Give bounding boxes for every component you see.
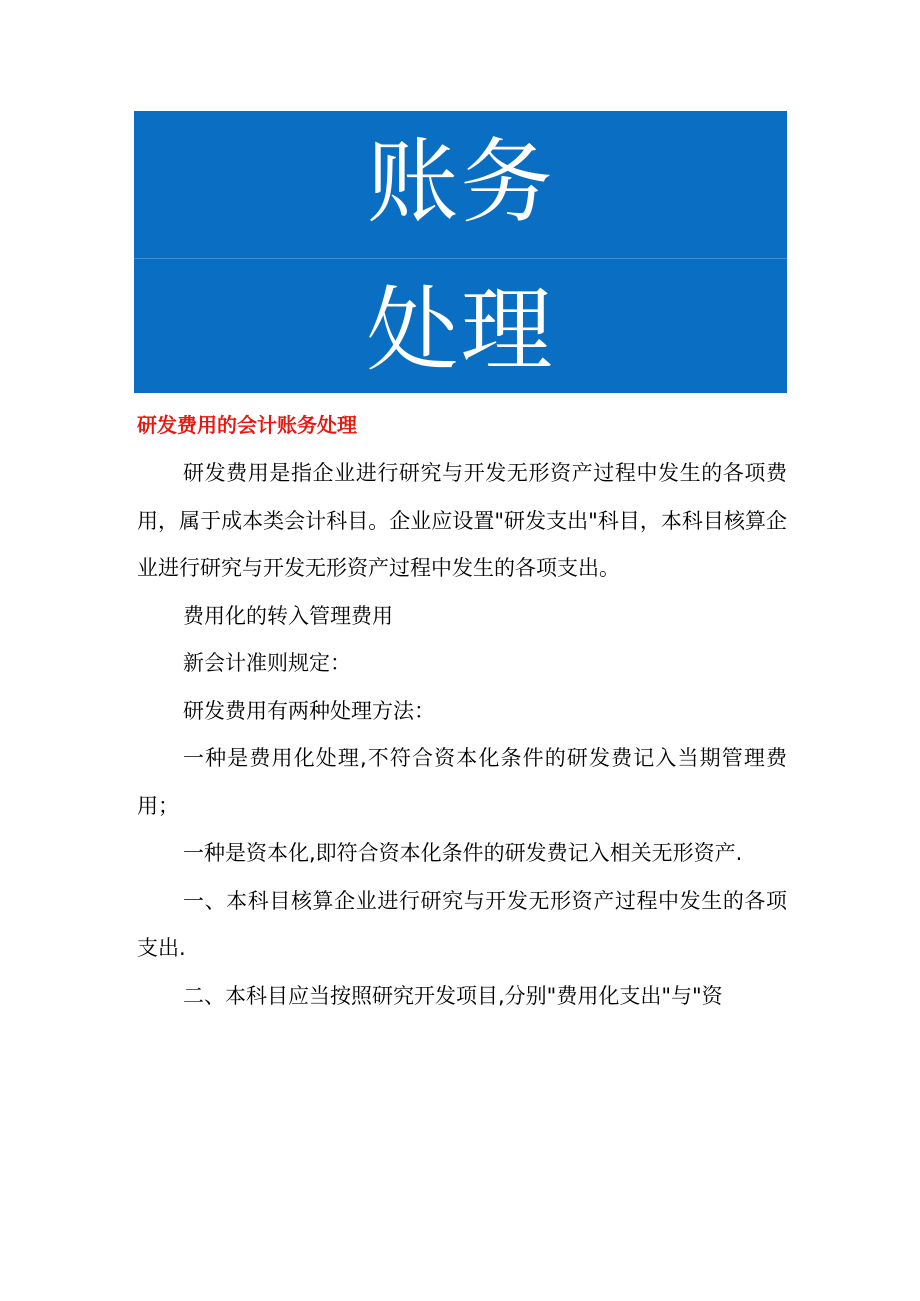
section-heading: 研发费用的会计账务处理	[137, 413, 357, 437]
paragraph: 研发费用有两种处理方法：	[183, 698, 435, 723]
paragraph: 研发费用是指企业进行研究与开发无形资产过程中发生的各项费用，属于成本类会计科目。企业应设置"研发支出"科目，本科目核算企业进行研究与开发无形资产过程中发生的各项支出。	[137, 461, 787, 580]
paragraph: 一种是费用化处理,不符合资本化条件的研发费记入当期管理费用；	[137, 746, 787, 818]
banner-divider	[134, 258, 787, 259]
paragraph: 费用化的转入管理费用	[183, 603, 393, 628]
paragraph: 二、本科目应当按照研究开发项目,分别"费用化支出"与"资	[183, 983, 723, 1008]
title-banner	[134, 111, 787, 393]
document-body	[137, 450, 787, 1020]
paragraph: 新会计准则规定：	[183, 651, 351, 675]
banner-title-line-2: 处理	[366, 277, 555, 384]
banner-title-line-1: 账务	[366, 129, 555, 236]
paragraph: 一种是资本化,即符合资本化条件的研发费记入相关无形资产.	[183, 841, 743, 865]
paragraph: 一、本科目核算企业进行研究与开发无形资产过程中发生的各项支出.	[137, 888, 787, 960]
